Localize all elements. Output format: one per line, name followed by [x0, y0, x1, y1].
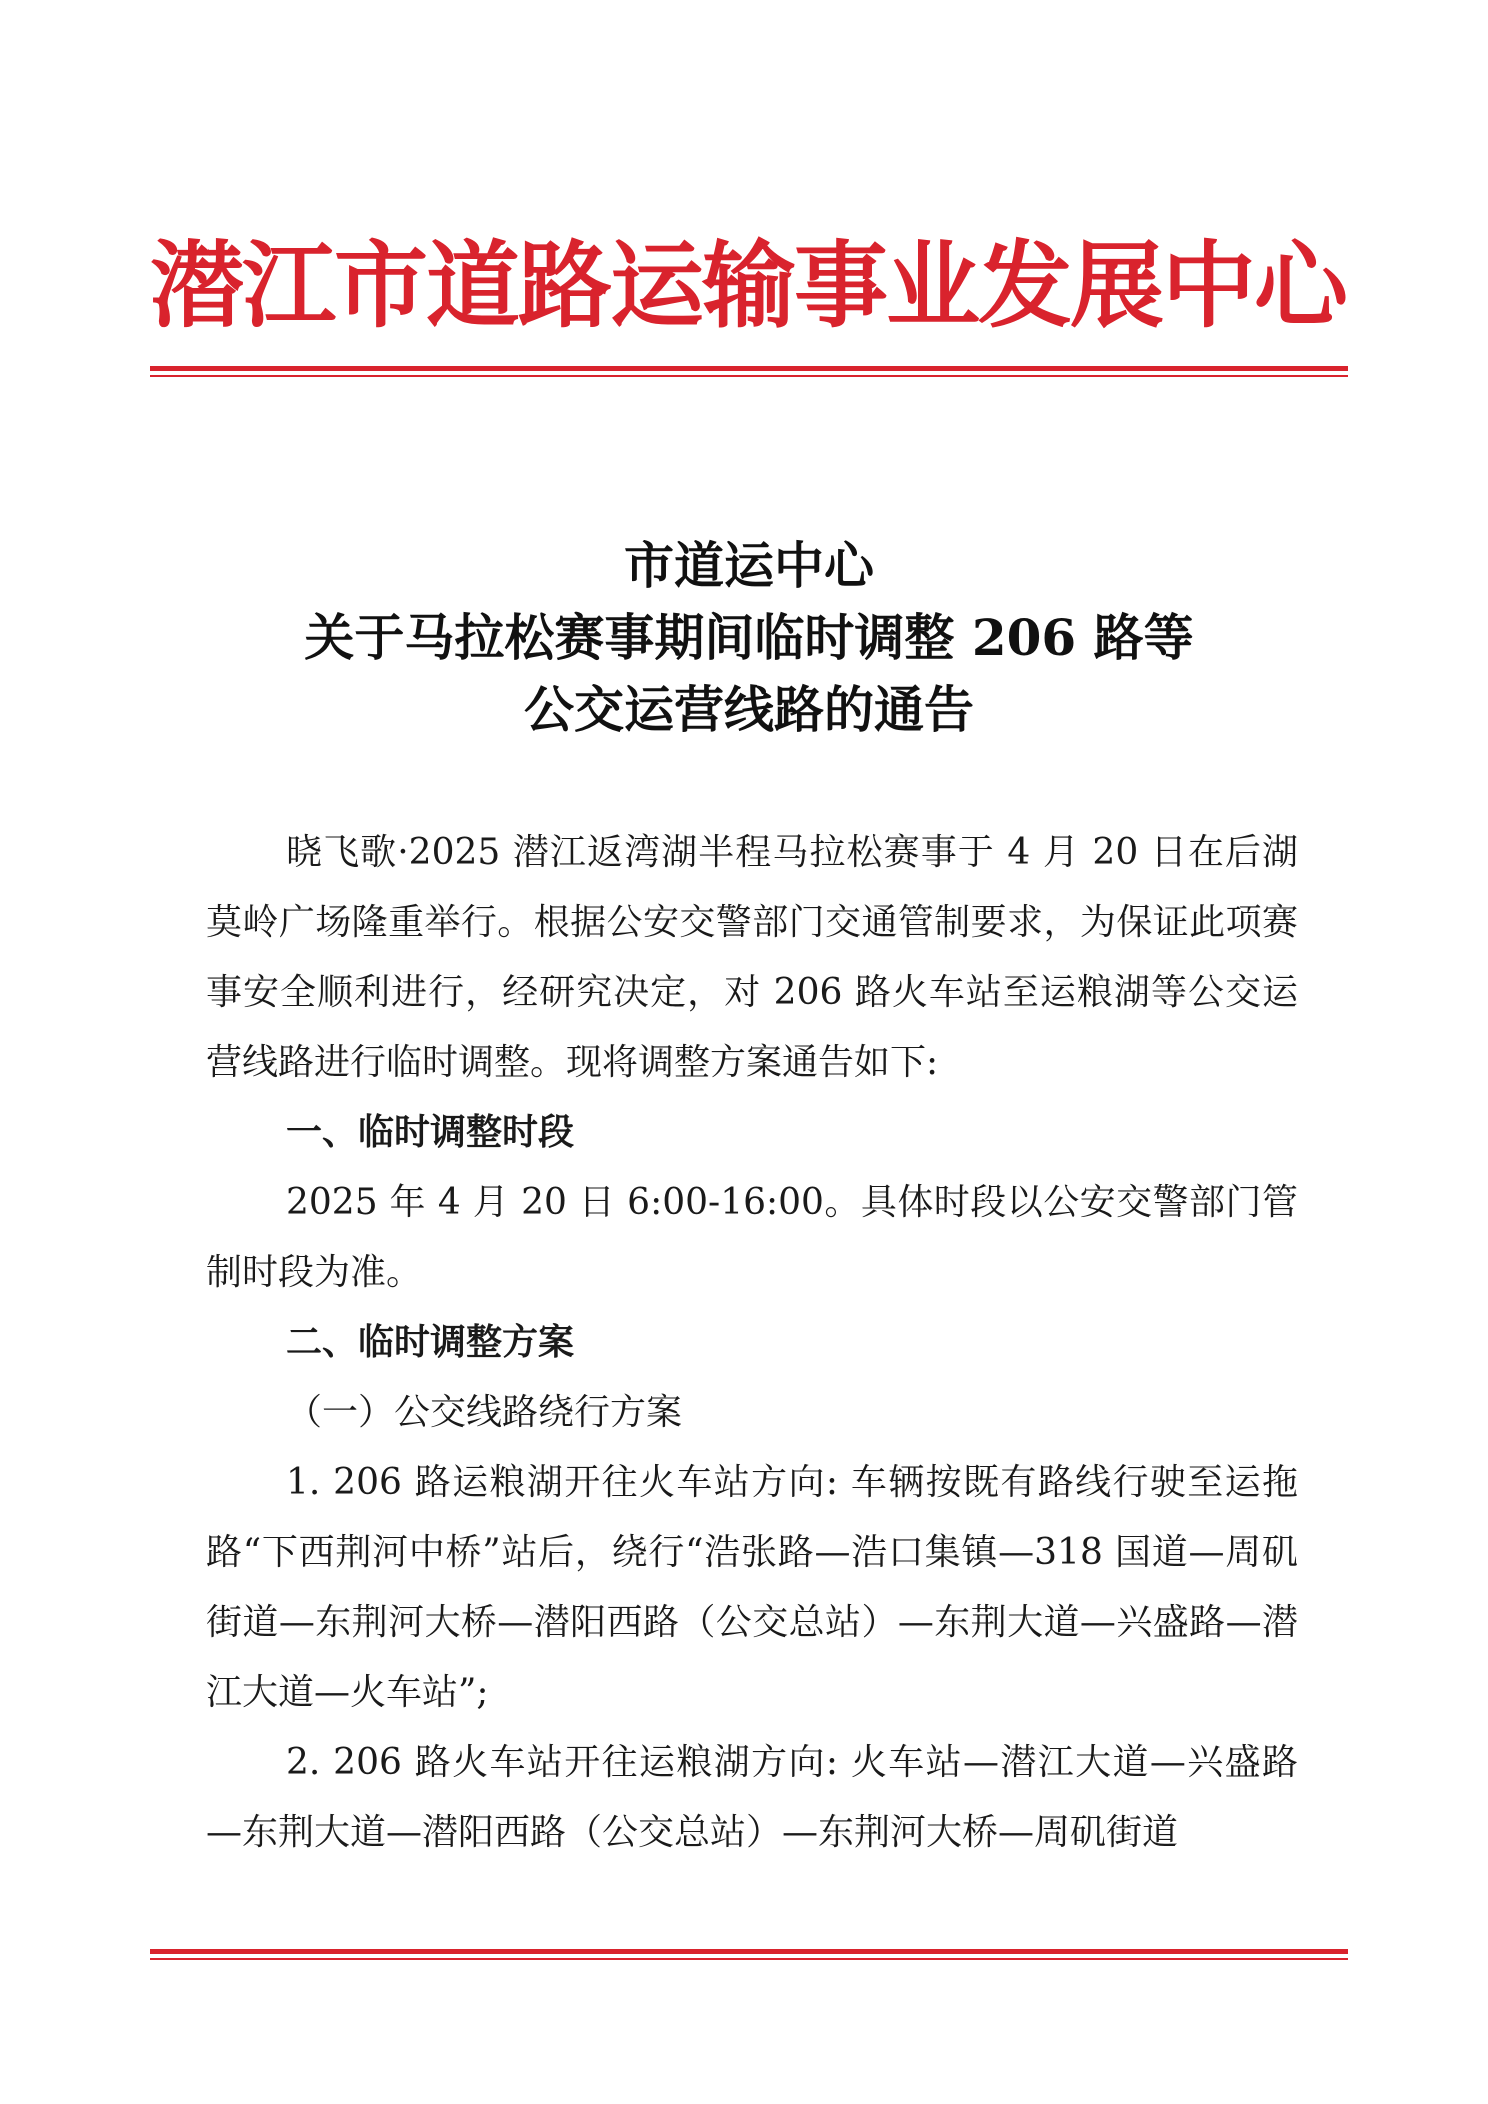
masthead-divider [150, 366, 1348, 377]
footer-divider-thin-line [150, 1958, 1348, 1960]
divider-thick-line [150, 366, 1348, 371]
title-line-1: 市道运中心 [624, 536, 874, 595]
divider-thin-line [150, 375, 1348, 377]
footer-divider [150, 1949, 1348, 1960]
intro-paragraph: 晓飞歌·2025 潜江返湾湖半程马拉松赛事于 4 月 20 日在后湖莫岭广场隆重举行。根据公安交警部门交通管制要求，为保证此项赛事安全顺利进行，经研究决定，对 206 路火车站至运粮湖等公交运营线路进行临时调整。现将调整方案通告如下: [206, 832, 1298, 1083]
footer-divider-thick-line [150, 1949, 1348, 1954]
route-item-1: 1. 206 路运粮湖开往火车站方向: 车辆按既有路线行驶至运拖路“下西荆河中桥”站后，绕行“浩张路—浩口集镇—318 国道—周矶街道—东荆河大桥—潜阳西路（公交总站）—东荆大道—兴盛路—潜江大道—火车站”; [206, 1462, 1298, 1713]
section-1-paragraph: 2025 年 4 月 20 日 6:00-16:00。具体时段以公安交警部门管制时段为准。 [206, 1182, 1298, 1293]
title-line-2: 关于马拉松赛事期间临时调整 206 路等 [304, 608, 1194, 667]
subsection-1-heading: （一）公交线路绕行方案 [286, 1392, 683, 1433]
title-line-3: 公交运营线路的通告 [524, 680, 974, 739]
document-body [206, 818, 1298, 1868]
route-item-2: 2. 206 路火车站开往运粮湖方向: 火车站—潜江大道—兴盛路—东荆大道—潜阳西路（公交总站）—东荆河大桥—周矶街道 [206, 1742, 1298, 1853]
document-title [150, 530, 1348, 746]
section-1-heading: 一、临时调整时段 [286, 1112, 575, 1153]
section-2-heading: 二、临时调整方案 [286, 1322, 575, 1363]
masthead-organization: 潜江市道路运输事业发展中心 [150, 232, 1347, 341]
